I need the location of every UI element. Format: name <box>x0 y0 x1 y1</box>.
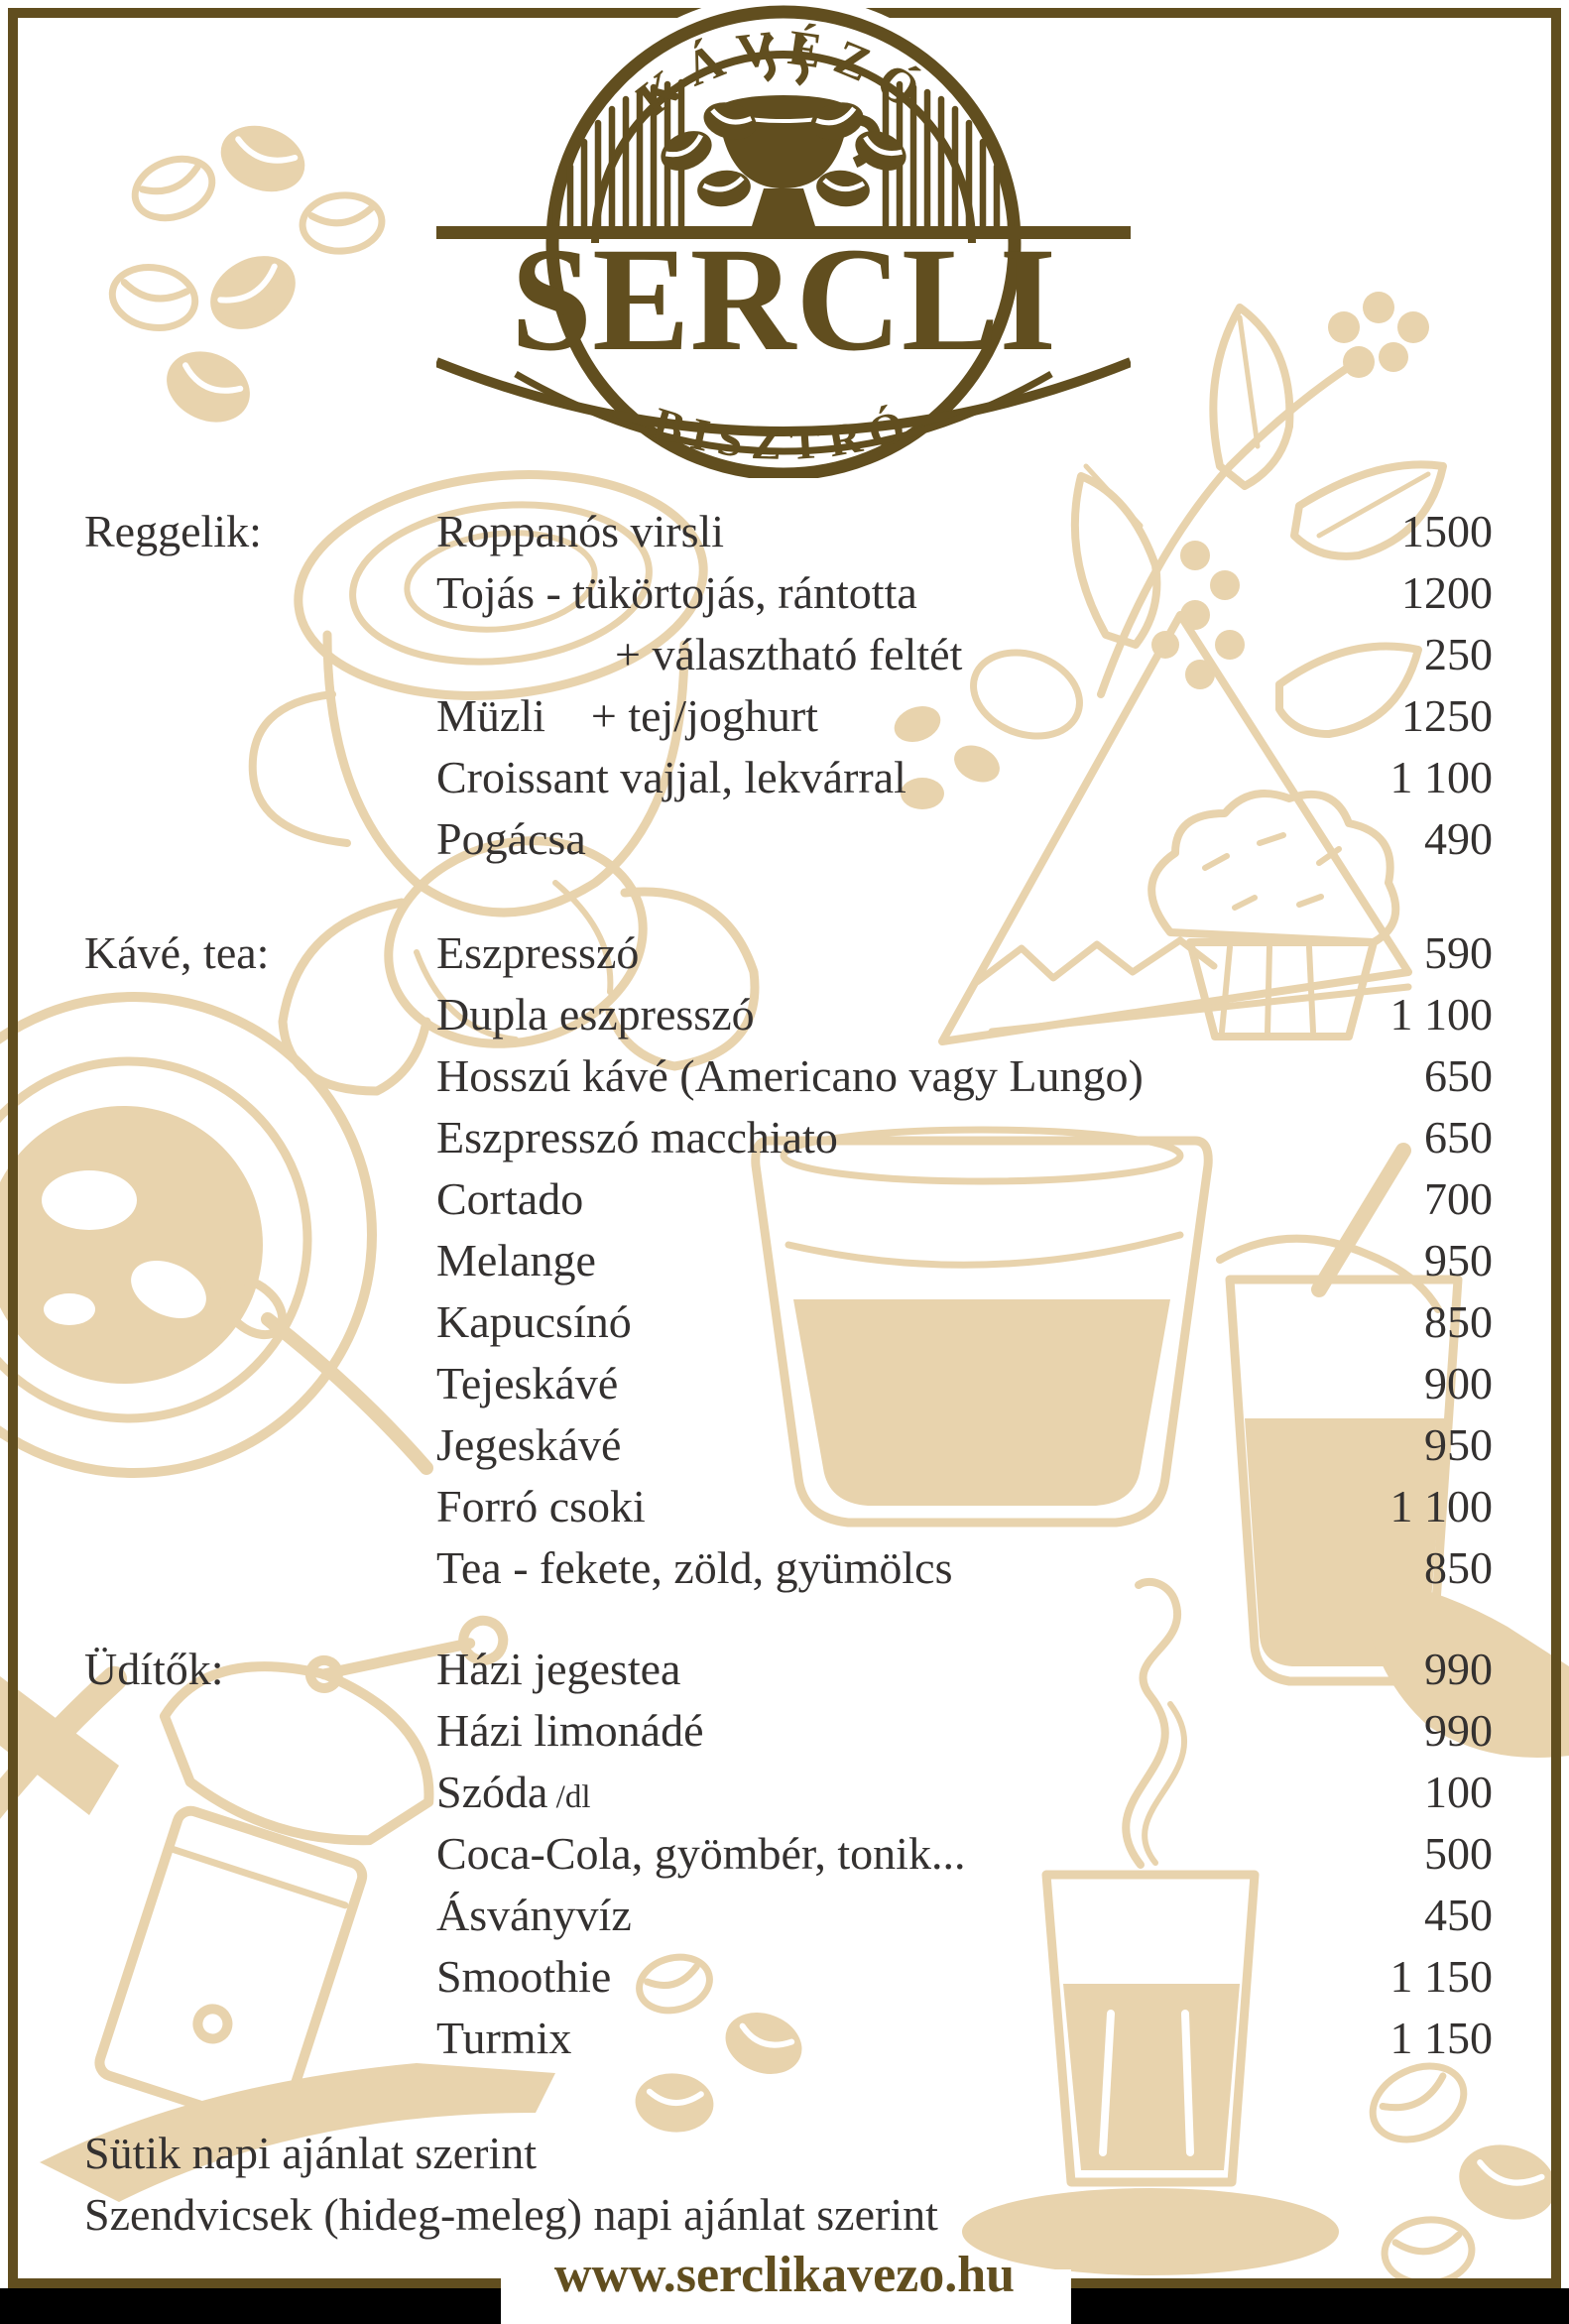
item-price: 990 <box>1424 1644 1493 1694</box>
menu-section <box>84 1639 1493 2069</box>
menu-item-row <box>84 922 1493 984</box>
menu-item-row <box>84 1291 1493 1353</box>
item-price: 490 <box>1424 813 1493 864</box>
item-price: 1 100 <box>1389 989 1493 1040</box>
menu-item-row <box>84 624 1493 685</box>
note-line: Sütik napi ajánlat szerint <box>84 2128 538 2178</box>
item-name: Tea - fekete, zöld, gyümölcs <box>436 1542 953 1593</box>
item-name: Tejeskávé <box>436 1358 619 1408</box>
item-name: Turmix <box>436 2013 572 2063</box>
note-line: Szendvicsek (hideg-meleg) napi ajánlat szerint <box>84 2189 938 2240</box>
item-price: 590 <box>1424 927 1493 978</box>
logo-top-arc-text: KÁVÉZÓ <box>626 18 941 127</box>
item-price: 500 <box>1424 1828 1493 1879</box>
item-price: 1250 <box>1401 690 1493 741</box>
menu-item-row <box>84 562 1493 624</box>
section-label: Üdítők: <box>84 1644 224 1694</box>
item-price: 850 <box>1424 1542 1493 1593</box>
item-price: 650 <box>1424 1112 1493 1162</box>
item-price: 1 100 <box>1389 752 1493 802</box>
item-price: 700 <box>1424 1173 1493 1224</box>
item-name: Házi limonádé <box>436 1705 704 1756</box>
logo-brand-name: SERCLI <box>511 217 1056 382</box>
item-name: Smoothie <box>436 1951 612 2002</box>
item-price: 850 <box>1424 1296 1493 1347</box>
menu-item-row <box>84 1823 1493 1885</box>
item-name: Jegeskávé <box>436 1419 622 1470</box>
section-label: Reggelik: <box>84 506 262 556</box>
menu-item-row <box>84 1230 1493 1291</box>
daily-offer-notes <box>84 2123 938 2246</box>
item-name: Eszpresszó macchiato <box>436 1112 838 1162</box>
item-name: + választható feltét <box>615 629 963 679</box>
menu-item-row <box>84 1639 1493 1700</box>
item-price: 1 150 <box>1389 2013 1493 2063</box>
item-name: Házi jegestea <box>436 1644 681 1694</box>
menu-item-row <box>84 984 1493 1045</box>
item-name: Melange <box>436 1235 596 1285</box>
menu-item-row <box>84 1107 1493 1168</box>
menu-item-row <box>84 1885 1493 1946</box>
item-name: Ásványvíz <box>436 1890 632 1940</box>
item-name: Dupla eszpresszó <box>436 989 755 1040</box>
item-name: Eszpresszó <box>436 927 640 978</box>
item-name: Coca-Cola, gyömbér, tonik... <box>436 1828 966 1879</box>
item-price: 1 150 <box>1389 1951 1493 2002</box>
menu-section <box>84 501 1493 870</box>
item-price: 990 <box>1424 1705 1493 1756</box>
item-name: Tojás - tükörtojás, rántotta <box>436 567 917 618</box>
menu-item-row <box>84 1700 1493 1762</box>
menu-sections <box>84 501 1493 2069</box>
menu-item-row <box>84 501 1493 562</box>
menu-item-row <box>84 808 1493 870</box>
menu-item-row <box>84 1414 1493 1476</box>
item-price: 1 100 <box>1389 1481 1493 1531</box>
menu-section <box>84 922 1493 1599</box>
item-name: Kapucsínó <box>436 1296 632 1347</box>
item-name: Roppanós virsli <box>436 506 725 556</box>
item-name: Cortado <box>436 1173 584 1224</box>
item-price: 450 <box>1424 1890 1493 1940</box>
menu-item-row <box>84 1168 1493 1230</box>
item-price: 650 <box>1424 1050 1493 1101</box>
item-price: 100 <box>1424 1767 1493 1817</box>
menu-item-row <box>84 1353 1493 1414</box>
item-name: Forró csoki <box>436 1481 646 1531</box>
item-name: Croissant vajjal, lekvárral <box>436 752 906 802</box>
menu-item-row <box>84 747 1493 808</box>
menu-item-row <box>84 1537 1493 1599</box>
item-price: 1500 <box>1401 506 1493 556</box>
item-price: 950 <box>1424 1419 1493 1470</box>
logo-bottom-arc-text: BISZTRÓ <box>647 397 920 470</box>
menu-item-row <box>84 1476 1493 1537</box>
brand-logo <box>436 0 1131 478</box>
item-price: 1200 <box>1401 567 1493 618</box>
item-name: Pogácsa <box>436 813 586 864</box>
item-unit: /dl <box>547 1779 591 1815</box>
menu-item-row <box>84 1946 1493 2008</box>
menu-item-row <box>84 1045 1493 1107</box>
item-name: Hosszú kávé (Americano vagy Lungo) <box>436 1050 1144 1101</box>
item-price: 950 <box>1424 1235 1493 1285</box>
section-label: Kávé, tea: <box>84 927 270 978</box>
menu-item-row <box>84 685 1493 747</box>
item-name: Müzli + tej/joghurt <box>436 690 818 741</box>
item-price: 900 <box>1424 1358 1493 1408</box>
website-url: www.serclikavezo.hu <box>553 2247 1016 2303</box>
menu-item-row <box>84 2008 1493 2069</box>
menu-item-row <box>84 1762 1493 1823</box>
item-name: Szóda /dl <box>436 1767 591 1817</box>
item-price: 250 <box>1424 629 1493 679</box>
